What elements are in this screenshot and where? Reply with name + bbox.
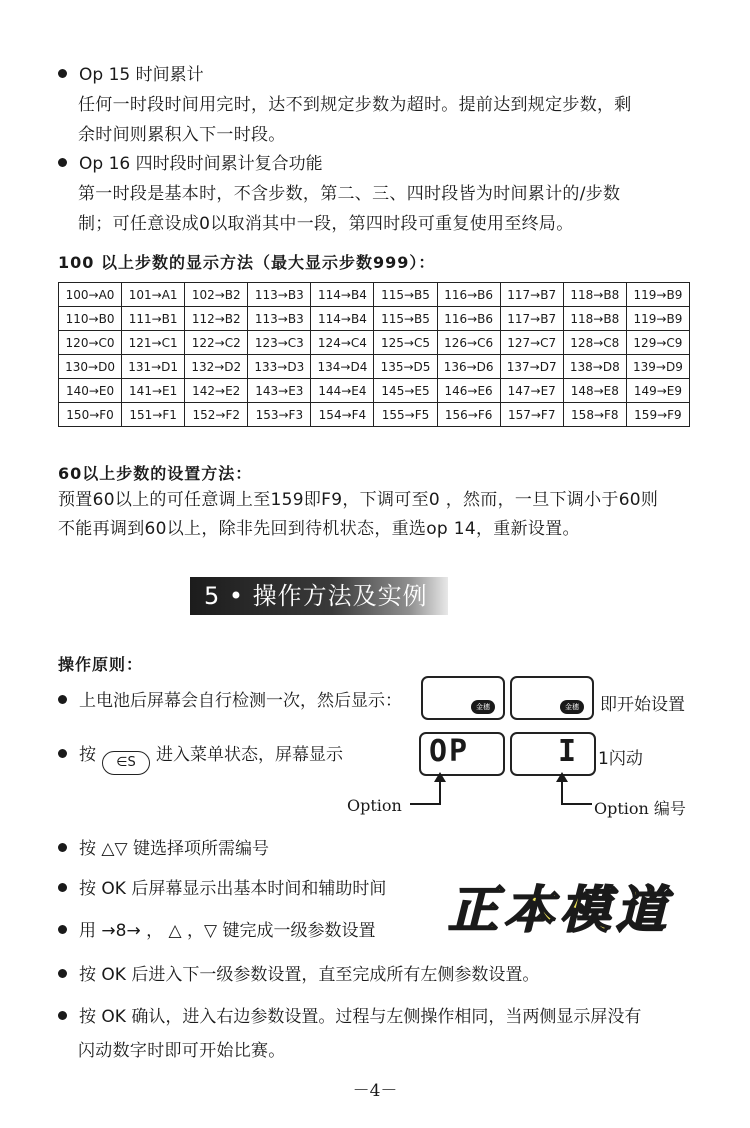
op15-line1: 任何一时段时间用完时，达不到规定步数为超时。提前达到规定步数，剩 <box>78 95 632 115</box>
principles-heading: 操作原则： <box>58 655 144 674</box>
table-cell: 131→D1 <box>122 355 185 379</box>
table-cell: 153→F3 <box>248 403 311 427</box>
step4-text: 按 OK 后屏幕显示出基本时间和辅助时间 <box>79 879 387 899</box>
table-cell: 158→F8 <box>563 403 626 427</box>
caption-option-num: Option 编号 <box>594 799 686 818</box>
table-cell: 114→B4 <box>311 283 374 307</box>
step5 <box>58 920 375 942</box>
table-cell: 125→C5 <box>374 331 437 355</box>
table-row <box>59 283 690 307</box>
option-arrow-line <box>410 774 440 804</box>
page-number: －4－ <box>352 1081 398 1101</box>
steps-table <box>58 282 690 427</box>
display-heading: 100 以上步数的显示方法（最大显示步数999）： <box>58 253 436 272</box>
op15-title <box>58 64 204 86</box>
section-banner: 5 • 操作方法及实例 <box>190 577 448 615</box>
table-cell: 100→A0 <box>59 283 122 307</box>
table-cell: 134→D4 <box>311 355 374 379</box>
table-cell: 123→C3 <box>248 331 311 355</box>
lcd-right <box>510 676 594 720</box>
table-cell: 137→D7 <box>500 355 563 379</box>
bullet-dot <box>58 843 67 852</box>
table-cell: 112→B2 <box>185 307 248 331</box>
step2 <box>58 744 343 775</box>
table-row <box>59 355 690 379</box>
brand-logo-icon: 金穗 <box>560 700 584 714</box>
op16-title-text: Op 16 四时段时间累计复合功能 <box>79 154 323 174</box>
step7 <box>58 1006 641 1028</box>
bullet-dot <box>58 969 67 978</box>
table-cell: 119→B9 <box>626 307 689 331</box>
table-cell: 147→E7 <box>500 379 563 403</box>
setting-heading: 60以上步数的设置方法： <box>58 464 253 483</box>
table-cell: 117→B7 <box>500 307 563 331</box>
caption-option: Option <box>347 796 402 815</box>
table-cell: 116→B6 <box>437 307 500 331</box>
table-cell: 145→E5 <box>374 379 437 403</box>
table-cell: 113→B3 <box>248 307 311 331</box>
table-cell: 130→D0 <box>59 355 122 379</box>
step5-text: 用 →8→ ， △ ，▽ 键完成一级参数设置 <box>79 921 376 941</box>
table-cell: 121→C1 <box>122 331 185 355</box>
table-row <box>59 307 690 331</box>
table-cell: 101→A1 <box>122 283 185 307</box>
table-cell: 110→B0 <box>59 307 122 331</box>
table-cell: 120→C0 <box>59 331 122 355</box>
table-cell: 117→B7 <box>500 283 563 307</box>
step1 <box>58 690 402 712</box>
step2-suffix: 1闪动 <box>598 749 643 769</box>
lcd-num <box>510 732 596 776</box>
table-cell: 157→F7 <box>500 403 563 427</box>
table-cell: 144→E4 <box>311 379 374 403</box>
table-cell: 114→B4 <box>311 307 374 331</box>
op16-line2: 制；可任意设成0以取消其中一段，第四时段可重复使用至终局。 <box>78 214 574 234</box>
table-cell: 159→F9 <box>626 403 689 427</box>
step7-line1: 按 OK 确认，进入右边参数设置。过程与左侧操作相同，当两侧显示屏没有 <box>79 1007 642 1027</box>
table-cell: 133→D3 <box>248 355 311 379</box>
setting-line2: 不能再调到60以上，除非先回到待机状态，重选op 14，重新设置。 <box>58 519 580 539</box>
bullet-dot <box>58 925 67 934</box>
table-cell: 150→F0 <box>59 403 122 427</box>
table-cell: 115→B5 <box>374 283 437 307</box>
bullet-dot <box>58 695 67 704</box>
op15-line2: 余时间则累积入下一时段。 <box>78 125 286 145</box>
bullet-dot <box>58 883 67 892</box>
table-cell: 118→B8 <box>563 307 626 331</box>
step6-text: 按 OK 后进入下一级参数设置，直至完成所有左侧参数设置。 <box>79 965 540 985</box>
bullet-dot <box>58 1011 67 1020</box>
bullet-dot <box>58 158 67 167</box>
step4 <box>58 878 386 900</box>
op16-title <box>58 153 323 175</box>
table-cell: 148→E8 <box>563 379 626 403</box>
table-cell: 115→B5 <box>374 307 437 331</box>
table-cell: 138→D8 <box>563 355 626 379</box>
table-cell: 136→D6 <box>437 355 500 379</box>
op15-title-text: Op 15 时间累计 <box>79 65 204 85</box>
table-cell: 140→E0 <box>59 379 122 403</box>
step7-line2: 闪动数字时即可开始比赛。 <box>78 1041 286 1061</box>
table-cell: 152→F2 <box>185 403 248 427</box>
table-cell: 128→C8 <box>563 331 626 355</box>
table-cell: 122→C2 <box>185 331 248 355</box>
table-cell: 143→E3 <box>248 379 311 403</box>
table-cell: 126→C6 <box>437 331 500 355</box>
table-row <box>59 331 690 355</box>
option-num-arrow-line <box>562 774 592 804</box>
table-cell: 124→C4 <box>311 331 374 355</box>
step3 <box>58 838 269 860</box>
op16-line1: 第一时段是基本时，不含步数，第二、三、四时段皆为时间累计的/步数 <box>78 184 621 204</box>
step3-text: 按 △▽ 键选择项所需编号 <box>79 839 269 859</box>
arrow-up-icon <box>556 772 568 782</box>
setting-line1: 预置60以上的可任意调上至159即F9，下调可至0 ，然而，一旦下调小于60则 <box>58 490 659 510</box>
table-cell: 151→F1 <box>122 403 185 427</box>
table-cell: 118→B8 <box>563 283 626 307</box>
brand-logo-icon: 金穗 <box>471 700 495 714</box>
table-row <box>59 379 690 403</box>
table-cell: 149→E9 <box>626 379 689 403</box>
menu-key-icon: ∈S <box>102 751 150 775</box>
lcd-num-text: I <box>558 734 579 769</box>
table-cell: 132→D2 <box>185 355 248 379</box>
step1-text: 上电池后屏幕会自行检测一次，然后显示： <box>79 691 402 711</box>
table-cell: 102→B2 <box>185 283 248 307</box>
table-cell: 129→C9 <box>626 331 689 355</box>
step2-text: 进入菜单状态，屏幕显示 <box>156 745 343 765</box>
table-cell: 139→D9 <box>626 355 689 379</box>
arrow-up-icon <box>434 772 446 782</box>
bullet-dot <box>58 69 67 78</box>
step2-prefix: 按 <box>79 745 96 765</box>
table-cell: 116→B6 <box>437 283 500 307</box>
lcd-op <box>419 732 505 776</box>
table-cell: 119→B9 <box>626 283 689 307</box>
lcd-op-text: OP <box>429 734 470 769</box>
step1-suffix: 即开始设置 <box>600 695 685 715</box>
bullet-dot <box>58 749 67 758</box>
table-cell: 154→F4 <box>311 403 374 427</box>
table-cell: 141→E1 <box>122 379 185 403</box>
table-cell: 155→F5 <box>374 403 437 427</box>
table-cell: 156→F6 <box>437 403 500 427</box>
table-cell: 142→E2 <box>185 379 248 403</box>
table-cell: 113→B3 <box>248 283 311 307</box>
table-cell: 127→C7 <box>500 331 563 355</box>
table-cell: 146→E6 <box>437 379 500 403</box>
lcd-left <box>421 676 505 720</box>
table-cell: 135→D5 <box>374 355 437 379</box>
table-cell: 111→B1 <box>122 307 185 331</box>
table-row <box>59 403 690 427</box>
step6 <box>58 964 539 986</box>
option-arrows <box>400 772 620 812</box>
watermark-text: 正本模道 <box>448 880 672 939</box>
